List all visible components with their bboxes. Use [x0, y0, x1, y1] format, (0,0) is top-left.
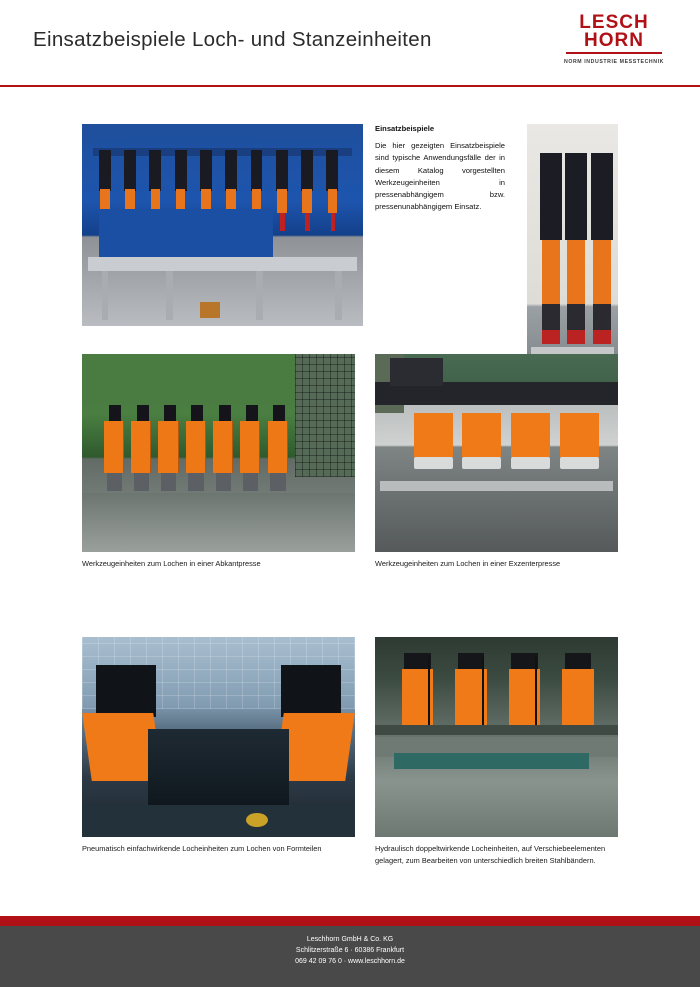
figure-exzenterpresse-tools — [375, 354, 618, 552]
figure-caption-pneumatisch: Pneumatisch einfachwirkende Locheinheiten zum Lochen von Formteilen — [82, 844, 322, 853]
intro-title: Einsatzbeispiele — [375, 124, 435, 133]
page-header — [0, 0, 700, 86]
figure-abkantpresse-tools — [82, 354, 355, 552]
page-title: Einsatzbeispiele Loch- und Stanzeinheiten — [33, 28, 432, 51]
footer-company: Leschhorn GmbH & Co. KG — [306, 936, 394, 943]
logo-underline — [566, 52, 662, 54]
footer-contact[interactable]: 069 42 09 76 0 · www.leschhorn.de — [295, 957, 405, 965]
content-area — [0, 86, 700, 916]
logo-subtitle: NORM INDUSTRIE MESSTECHNIK — [563, 59, 665, 66]
figure-pneumatische-locheinheiten — [82, 637, 355, 837]
figure-caption-exzenterpresse: Werkzeugeinheiten zum Lochen in einer Exzenterpresse — [375, 559, 561, 568]
logo-line1: LESCH — [579, 12, 649, 33]
intro-text-block — [375, 124, 505, 214]
footer-accent-band — [0, 916, 700, 926]
figure-hydraulische-locheinheiten — [375, 637, 618, 837]
intro-body: Die hier gezeigten Einsatzbeispiele sind typische Anwendungsfälle der in diesem Katalog vorgestellten Werkzeugeinheiten in pressenabhängigem bzw. pressenunabhängigem Einsatz. — [375, 141, 505, 212]
company-logo — [560, 14, 668, 70]
footer-contact-block — [0, 935, 700, 968]
figure-caption-abkantpresse: Werkzeugeinheiten zum Lochen in einer Abkantpresse — [82, 559, 261, 568]
figure-caption-hydraulisch: Hydraulisch doppeltwirkende Locheinheiten, auf Verschiebeelementen gelagert, zum Bearbeiten von unterschiedlich breiten Stahlbändern. — [375, 844, 606, 865]
footer-address: Schlitzerstraße 6 · 60386 Frankfurt — [295, 946, 405, 954]
logo-line2: HORN — [584, 30, 644, 52]
figure-abkantpresse-overview — [82, 124, 363, 326]
